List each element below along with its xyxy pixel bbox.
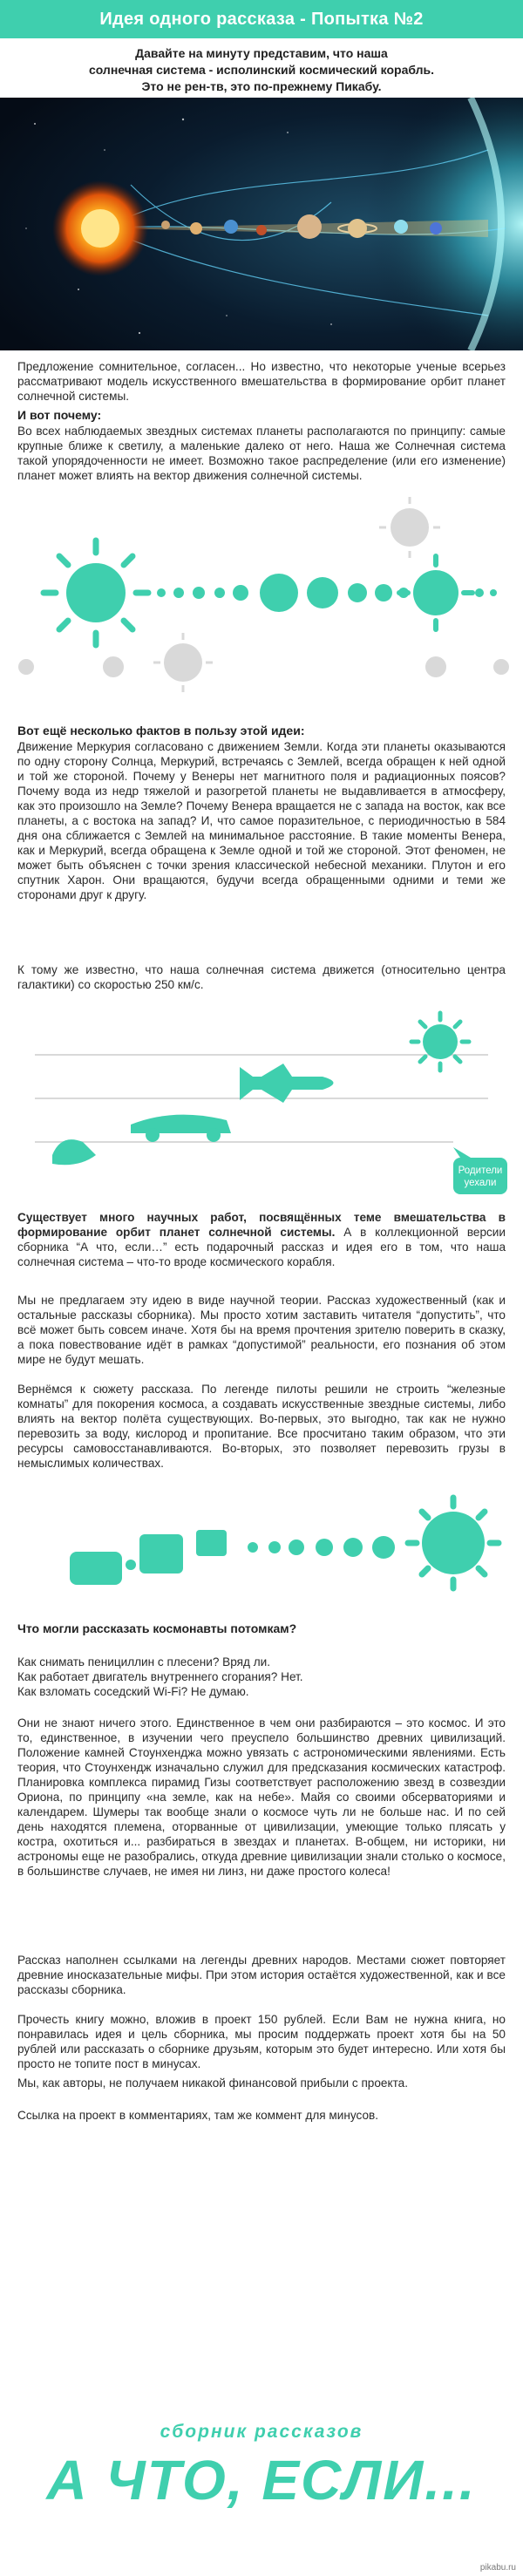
plot-paragraph: Вернёмся к сюжету рассказа. По легенде пилоты решили не строить “железные комнаты” для покорения космоса, а создавать искусственные звездные системы, либо влиять на вектор полёта существующих. Во-первых, это выгодно, так как не нужно перевозить за воду, кислород и пропитание. Все просчитано таким образом, что эти ресурсы самовосстанавливаются. Во-вторых, это позволяет перевозить грузы в немыслимых количествах. (17, 1383, 506, 1470)
cosmonauts-line-1: Как снимать пенициллин с плесени? Вряд ли. (17, 1655, 271, 1669)
site-watermark: pikabu.ru (479, 2563, 516, 2573)
cosmonauts-line-3: Как взломать соседский Wi-Fi? Не думаю. (17, 1685, 249, 1698)
footer-title: А ЧТО, ЕСЛИ... (46, 2449, 477, 2511)
vehicles-infographic (0, 1003, 523, 1203)
solar-system-illustration (0, 98, 523, 350)
link-paragraph: Ссылка на проект в комментариях, там же коммент для минусов. (17, 2109, 379, 2122)
intro-block (9, 45, 514, 95)
offer-paragraph: Мы не предлагаем эту идею в виде научной теории. Рассказ художественный (как и остальные рассказы сборника). Мы просто хотим заставить читателя “допустить”, что всё может быть совсем иначе. Хотя бы на время прочтения зрителю поверить в сказку, а пока повествование идёт в рамках “допустимой” реальности, его познания об этом мире не будут мешать. (17, 1294, 506, 1366)
why-paragraph: Во всех наблюдаемых звездных системах планеты располагаются по принципу: самые крупные ближе к светилу, а маленькие далеко от него. Наша же Солнечная система такой упорядоченности не имеет. Возможно такое распределение (или его изменение) планет может влиять на вектор движения солнечной системы. (17, 425, 506, 482)
myth-paragraph: Рассказ наполнен ссылками на легенды древних народов. Местами сюжет повторяет древние иносказательные мифы. При этом история остаётся художественной, как и все рассказы сборника. (17, 1954, 506, 1996)
works-text: А в коллекционной версии сборника “А что, если…” есть подарочный рассказ и идея его в том, что наша солнечная система – что-то вроде космического корабля. (17, 1226, 506, 1268)
cosmonauts-heading: Что могли рассказать космонавты потомкам? (17, 1621, 297, 1635)
facts-speed-paragraph: К тому же известно, что наша солнечная система движется (относительно центра галактики) со скоростью 250 км/с. (17, 963, 506, 991)
intro-line-1: Давайте на минуту представим, что наша (135, 46, 388, 60)
sun-planet-infographic (0, 488, 523, 715)
intro-line-3: Это не рен-тв, это по-прежнему Пикабу. (141, 79, 382, 93)
facts-heading: Вот ещё несколько фактов в пользу этой идеи: (17, 724, 305, 737)
facts-paragraph: Движение Меркурия согласовано с движением Земли. Когда эти планеты оказываются по одну сторону Солнца, Меркурий, встречаясь с Землей, всегда обращен к ней одной и той же стороной. Почему у Венеры нет магнитного поля и радиационных поясов? Почему вода из недр тяжелой и разогретой планеты не выдавливается в атмосферу, как это произошло на Земле? Почему Венера вращается не с запада на восток, как все планеты, а с востока на запад? И, что самое поразительное, с периодичностью в 584 дня она сближается с Землей на минимальное расстояние. В такие моменты Венера, как и Меркурий, всегда обращена к Земле одной и той же стороной. Этот феномен, не может быть объяснен с точки зрения классической небесной механики. Плутон и его спутник Харон. Они вращаются, будучи всегда обращенными одними и теми же сторонами друг к другу. (17, 740, 506, 901)
header-title: Идея одного рассказа - Попытка №2 (99, 9, 424, 29)
page-header (0, 0, 523, 38)
works-paragraph (17, 1210, 506, 1269)
footer-subtitle: сборник рассказов (160, 2422, 363, 2442)
cosmonauts-line-2: Как работает двигатель внутреннего сгорания? Нет. (17, 1670, 303, 1683)
works-lead: Существует много научных работ, посвящённых теме вмешательства в формирование орбит планет солнечной системы. (17, 1211, 506, 1239)
buy-paragraph: Прочесть книгу можно, вложив в проект 150 рублей. Если Вам не нужна книга, но понравилась идея и цель сборника, мы просим поддержать проект хотя бы на 50 рублей или рассказать о сборнике друзьям, которым это будет интересно. Или хотя бы просто не топите пост в минусах. (17, 2013, 506, 2070)
why-heading: И вот почему: (17, 408, 102, 422)
knowledge-paragraph: Они не знают ничего этого. Единственное в чем они разбираются – это космос. И это то, единственное, в изучении чего преуспело большинство древних цивилизаций. Положение камней Стоунхенджа можно увязать с астрономическими явлениями. Есть теория, что Стоунхендж изначально служил для предсказания космических катастроф. Планировка комплекса пирамид Гизы соответствует расположению звезд в созвездии Ориона, по принципу «на земле, как на небе». Майя со своими обсерваториями и календарем. Шумеры так вообще знали о космосе чуть ли не больше нас. И по сей день находятся племена, оторванные от цивилизации, умеющие только плясать у костра, охотиться и... разбираться в звездах и планетах. В-общем, ни историки, ни астрономы еще не разобрались, откуда древние цивилизации знали столько о космосе, в большинстве случаев, не имея ни линз, ни даже простого колеса! (17, 1716, 506, 1878)
speech-bubble-text: Родители уехали (458, 1166, 503, 1188)
intro-line-2: солнечная система - исполинский космический корабль. (88, 63, 435, 77)
paragraph-intro: Предложение сомнительное, согласен... Но известно, что некоторые ученые всерьез рассматривают модель искусственного вмешательства в формирование орбит планет солнечной системы. (17, 360, 506, 403)
cargo-infographic (0, 1482, 523, 1613)
author-paragraph: Мы, как авторы, не получаем никакой финансовой прибыли с проекта. (17, 2076, 408, 2090)
